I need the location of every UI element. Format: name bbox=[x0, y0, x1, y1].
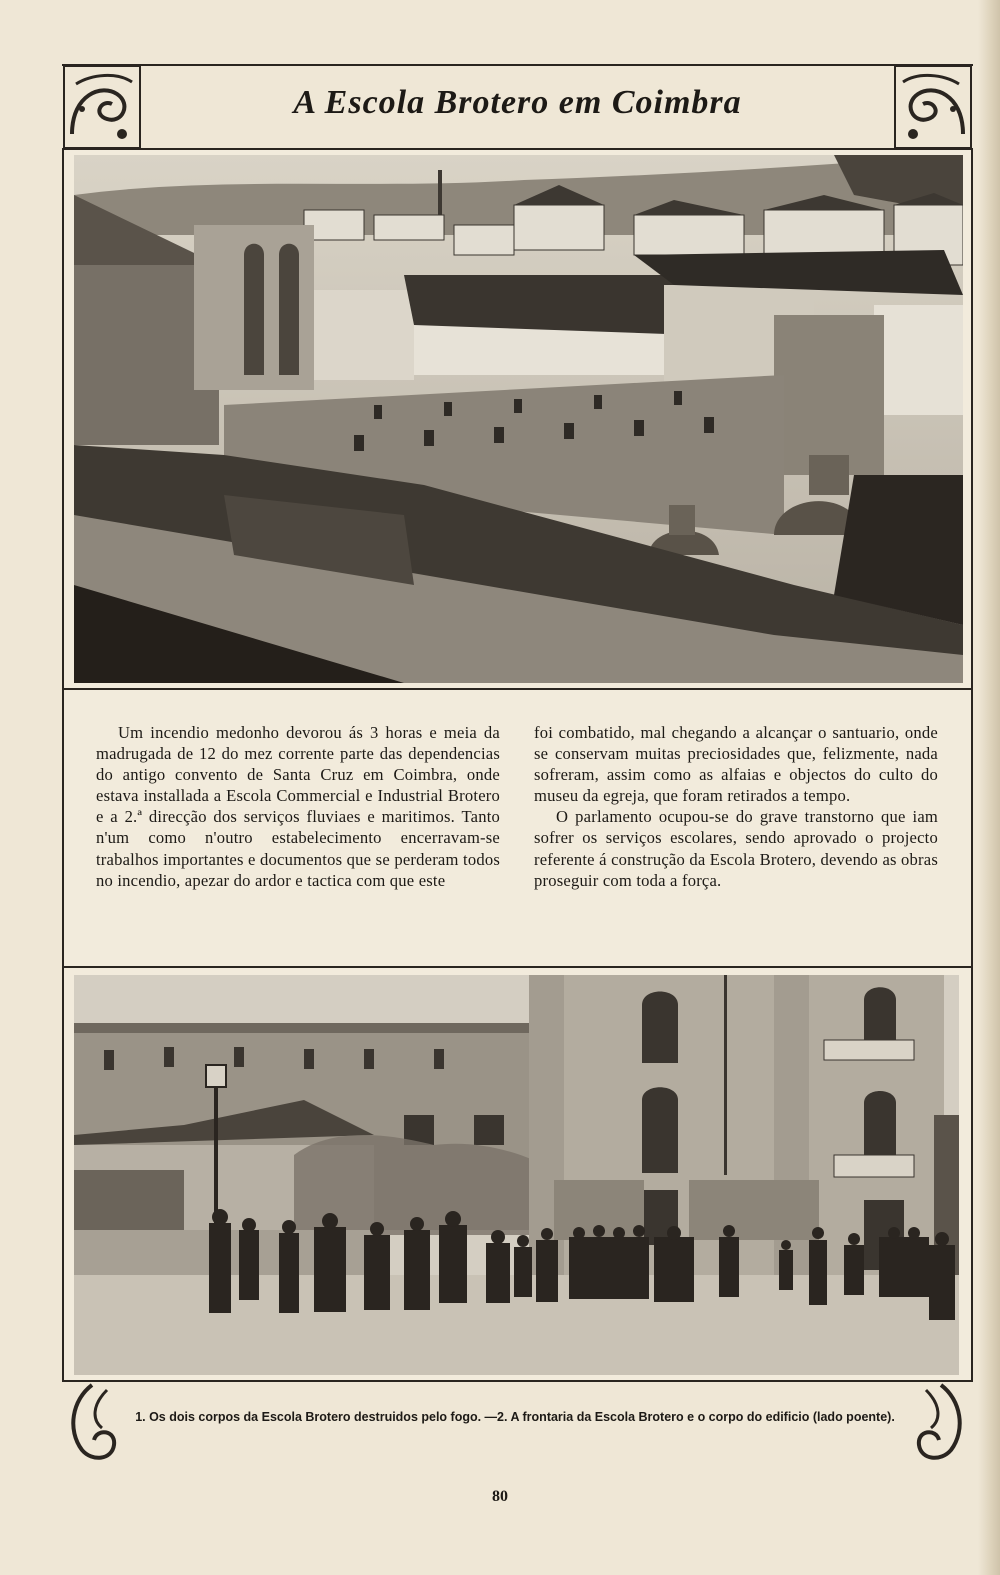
photo-caption: 1. Os dois corpos da Escola Brotero destruidos pelo fogo. —2. A frontaria da Escola Brotero e o corpo do edificio (lado poente). bbox=[135, 1410, 895, 1424]
page-title: A Escola Brotero em Coimbra bbox=[293, 84, 742, 121]
article-column-left bbox=[96, 722, 500, 891]
page-edge bbox=[978, 0, 1000, 1575]
article-paragraph: O parlamento ocupou-se do grave transtorno que iam sofrer os serviços escolares, sendo aprovado o projecto referente á construção da Escola Brotero, devendo as obras proseguir com toda a força. bbox=[534, 807, 938, 890]
article-column-right bbox=[534, 722, 938, 891]
page-number: 80 bbox=[492, 1488, 508, 1505]
article-paragraph: foi combatido, mal chegando a alcançar o santuario, onde se conservam muitas preciosidades que, felizmente, nada sofreram, assim como as alfaias e objectos do culto do museu da egreja, que foram retirados a tempo. bbox=[534, 723, 938, 806]
bottom-ornament-left-icon bbox=[62, 1380, 120, 1466]
corner-ornament-right-icon bbox=[893, 64, 973, 150]
photo-school-facade bbox=[74, 975, 959, 1375]
bottom-ornament-right-icon bbox=[913, 1380, 971, 1466]
article-paragraph: Um incendio medonho devorou ás 3 horas e meia da madrugada de 12 do mez corrente parte das dependencias do antigo convento de Santa Cruz em Coimbra, onde estava installada a Escola Commercial e Industrial Brotero e a 2.ª direcção dos serviços fluviaes e maritimos. Tanto n'um como n'outro estabelecimento encerravam-se trabalhos importantes e documentos que se perderam todos no incendio, apezar do ardor e tactica com que este bbox=[96, 723, 500, 890]
photo-burned-buildings bbox=[74, 155, 963, 683]
corner-ornament-left-icon bbox=[62, 64, 142, 150]
title-band bbox=[62, 64, 973, 150]
